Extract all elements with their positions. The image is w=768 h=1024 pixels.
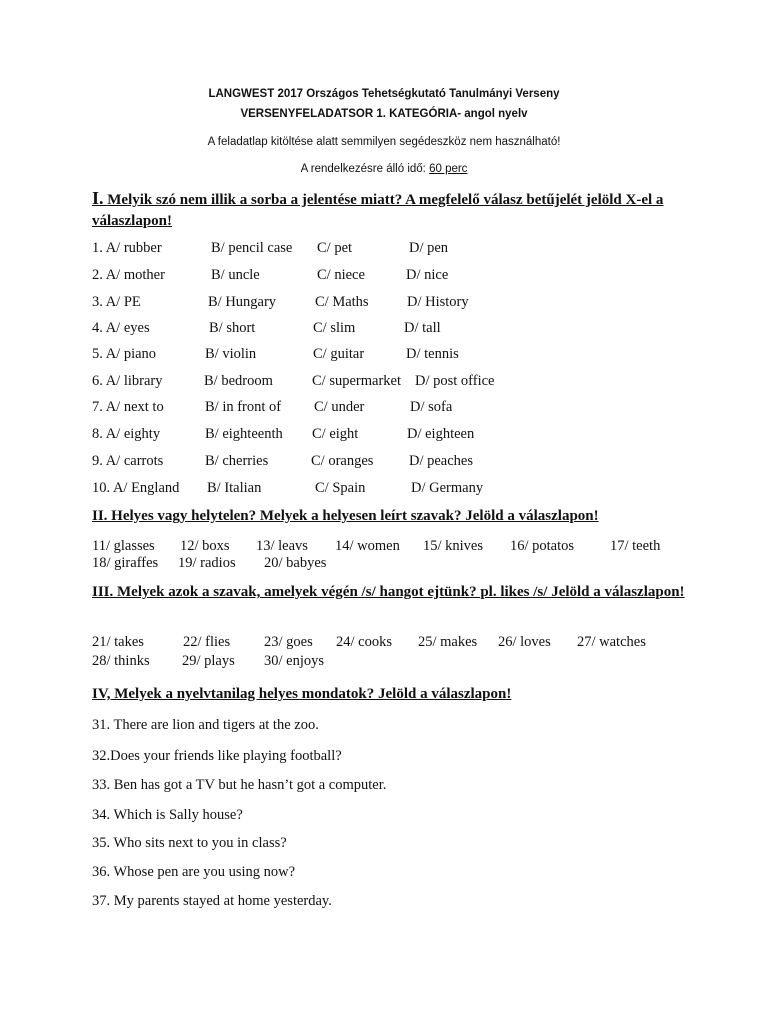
sentence-item: 34. Which is Sally house? (92, 807, 243, 823)
time-limit-label: A rendelkezésre álló idő: (300, 163, 426, 175)
time-limit-value: 60 perc (429, 163, 468, 175)
section-2-heading: II. Helyes vagy helytelen? Melyek a helyesen leírt szavak? Jelöld a válaszlapon! (92, 508, 599, 524)
word-item: 30/ enjoys (264, 653, 325, 669)
option-c: C/ oranges (311, 453, 374, 469)
option-b: B/ Hungary (208, 294, 277, 310)
word-item: 25/ makes (418, 634, 478, 650)
option-a: 8. A/ eighty (92, 426, 161, 442)
word-item: 18/ giraffes (92, 555, 159, 571)
option-d: D/ sofa (410, 399, 453, 415)
option-c: C/ Maths (315, 294, 369, 310)
option-b: B/ Italian (207, 480, 262, 496)
option-a: 5. A/ piano (92, 346, 157, 362)
option-d: D/ peaches (409, 453, 474, 469)
category-title: VERSENYFELADATSOR 1. KATEGÓRIA- angol nyelv (240, 108, 528, 120)
word-item: 22/ flies (183, 634, 231, 650)
word-item: 27/ watches (577, 634, 646, 650)
sentence-item: 36. Whose pen are you using now? (92, 864, 296, 880)
word-item: 16/ potatos (510, 538, 575, 554)
option-d: D/ History (407, 294, 469, 310)
word-item: 13/ leavs (256, 538, 308, 554)
word-item: 20/ babyes (264, 555, 327, 571)
option-a: 3. A/ PE (92, 294, 141, 310)
sentence-item: 37. My parents stayed at home yesterday. (92, 893, 332, 909)
option-c: C/ pet (317, 240, 353, 256)
option-a: 1. A/ rubber (92, 240, 162, 256)
section-1-numeral: I. (92, 188, 104, 208)
option-a: 6. A/ library (92, 373, 163, 389)
section-1-title: Melyik szó nem illik a sorba a jelentése miatt? A megfelelő válasz betűjelét jelöld X-el a válaszlapon! (92, 192, 664, 229)
word-item: 15/ knives (423, 538, 484, 554)
option-a: 7. A/ next to (92, 399, 164, 415)
word-item: 12/ boxs (180, 538, 230, 554)
sentence-item: 31. There are lion and tigers at the zoo. (92, 717, 319, 733)
option-d: D/ tennis (406, 346, 459, 362)
option-d: D/ post office (415, 373, 495, 389)
word-item: 14/ women (335, 538, 400, 554)
option-d: D/ nice (406, 267, 449, 283)
word-item: 19/ radios (178, 555, 236, 571)
option-b: B/ eighteenth (205, 426, 283, 442)
word-item: 23/ goes (264, 634, 313, 650)
option-c: C/ guitar (313, 346, 365, 362)
option-b: B/ bedroom (204, 373, 273, 389)
option-b: B/ short (209, 320, 256, 336)
option-c: C/ Spain (315, 480, 366, 496)
option-c: C/ under (314, 399, 365, 415)
option-c: C/ eight (312, 426, 359, 442)
option-d: D/ Germany (411, 480, 484, 496)
option-b: B/ cherries (205, 453, 269, 469)
option-c: C/ niece (317, 267, 365, 283)
word-item: 11/ glasses (92, 538, 155, 554)
option-a: 4. A/ eyes (92, 320, 150, 336)
option-a: 9. A/ carrots (92, 453, 164, 469)
word-item: 17/ teeth (610, 538, 661, 554)
option-d: D/ eighteen (407, 426, 475, 442)
option-a: 10. A/ England (92, 480, 180, 496)
option-b: B/ violin (205, 346, 257, 362)
sentence-item: 35. Who sits next to you in class? (92, 835, 287, 851)
word-item: 26/ loves (498, 634, 551, 650)
option-a: 2. A/ mother (92, 267, 165, 283)
option-b: B/ uncle (211, 267, 260, 283)
section-4-heading: IV, Melyek a nyelvtanilag helyes mondatok? Jelöld a válaszlapon! (92, 686, 512, 702)
option-b: B/ in front of (205, 399, 282, 415)
word-item: 21/ takes (92, 634, 144, 650)
sentence-item: 32.Does your friends like playing football? (92, 748, 342, 764)
option-c: C/ supermarket (312, 373, 401, 389)
instruction-note: A feladatlap kitöltése alatt semmilyen segédeszköz nem használható! (207, 136, 561, 148)
section-3-heading: III. Melyek azok a szavak, amelyek végén /s/ hangot ejtünk? pl. likes /s/ Jelöld a válaszlapon! (92, 584, 685, 600)
competition-title: LANGWEST 2017 Országos Tehetségkutató Tanulmányi Verseny (208, 88, 560, 100)
section-1-heading (92, 188, 692, 232)
option-c: C/ slim (313, 320, 356, 336)
word-item: 28/ thinks (92, 653, 150, 669)
sentence-item: 33. Ben has got a TV but he hasn’t got a computer. (92, 777, 387, 793)
option-d: D/ pen (409, 240, 449, 256)
option-b: B/ pencil case (211, 240, 293, 256)
time-limit (0, 163, 768, 175)
option-d: D/ tall (404, 320, 441, 336)
word-item: 29/ plays (182, 653, 235, 669)
word-item: 24/ cooks (336, 634, 392, 650)
